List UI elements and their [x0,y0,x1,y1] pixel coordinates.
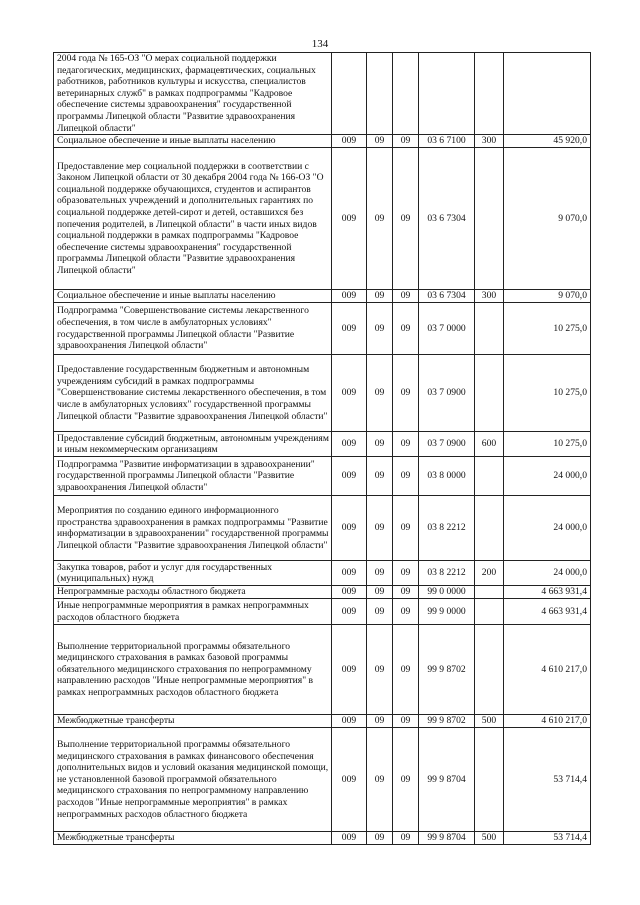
row-ministry-code [332,53,367,135]
row-ministry-code: 009 [332,355,367,432]
row-description: Выполнение территориальной программы обязательного медицинского страхования в рамках финансового обеспечения дополнительных видов и условий оказания медицинской помощи, не установленной базовой программой обязательного медицинского страхования по непрограммному направлению расходов "Иные непрограммные мероприятия" в рамках непрограммных расходов областного бюджета [54,728,332,832]
budget-table-body [54,53,591,845]
row-ministry-code: 009 [332,728,367,832]
row-target-article: 03 6 7304 [419,290,475,303]
row-target-article: 99 9 8704 [419,832,475,845]
row-target-article: 03 6 7304 [419,148,475,290]
row-ministry-code: 009 [332,303,367,355]
row-amount [504,53,591,135]
row-amount: 9 070,0 [504,148,591,290]
table-row [54,561,591,586]
row-subsection-code: 09 [393,715,419,728]
row-amount: 4 610 217,0 [504,625,591,715]
row-target-article: 99 9 8702 [419,625,475,715]
row-target-article: 03 8 2212 [419,496,475,561]
row-amount: 45 920,0 [504,135,591,148]
row-amount: 24 000,0 [504,457,591,496]
table-row [54,355,591,432]
row-expense-type: 500 [475,715,504,728]
row-subsection-code: 09 [393,457,419,496]
row-expense-type [475,355,504,432]
row-section-code: 09 [367,355,393,432]
row-subsection-code: 09 [393,135,419,148]
row-expense-type [475,53,504,135]
row-ministry-code: 009 [332,496,367,561]
row-description: Предоставление субсидий бюджетным, автономным учреждениям и иным некоммерческим организациям [54,432,332,457]
row-amount: 4 663 931,4 [504,599,591,625]
row-target-article: 03 8 0000 [419,457,475,496]
page-number: 134 [311,38,329,50]
row-amount: 24 000,0 [504,496,591,561]
table-row [54,625,591,715]
table-row [54,290,591,303]
row-target-article: 03 8 2212 [419,561,475,586]
table-row [54,457,591,496]
row-section-code: 09 [367,715,393,728]
table-row [54,303,591,355]
row-expense-type [475,625,504,715]
row-amount: 53 714,4 [504,832,591,845]
row-section-code: 09 [367,586,393,599]
row-subsection-code: 09 [393,432,419,457]
row-amount: 10 275,0 [504,303,591,355]
budget-table [53,52,591,845]
row-subsection-code: 09 [393,290,419,303]
row-ministry-code: 009 [332,561,367,586]
row-description: Подпрограмма "Совершенствование системы лекарственного обеспечения, в том числе в амбулаторных условиях" государственной программы Липецкой области "Развитие здравоохранения Липецкой области" [54,303,332,355]
row-description: 2004 года № 165-ОЗ "О мерах социальной поддержки педагогических, медицинских, фармацевтических, социальных работников, работников культуры и искусства, специалистов ветеринарных служб" в рамках подпрограммы "Кадровое обеспечение системы здравоохранения" государственной программы Липецкой области "Развитие здравоохранения Липецкой области" [54,53,332,135]
row-description: Закупка товаров, работ и услуг для государственных (муниципальных) нужд [54,561,332,586]
row-description: Иные непрограммные мероприятия в рамках непрограммных расходов областного бюджета [54,599,332,625]
row-expense-type: 200 [475,561,504,586]
row-amount: 10 275,0 [504,432,591,457]
row-subsection-code: 09 [393,148,419,290]
table-row [54,135,591,148]
row-expense-type [475,303,504,355]
row-target-article: 03 7 0900 [419,355,475,432]
row-section-code: 09 [367,290,393,303]
table-row [54,599,591,625]
row-expense-type [475,457,504,496]
row-section-code: 09 [367,303,393,355]
row-target-article: 99 9 8702 [419,715,475,728]
table-row [54,715,591,728]
row-ministry-code: 009 [332,625,367,715]
row-target-article: 99 9 0000 [419,599,475,625]
row-description: Предоставление государственным бюджетным и автономным учреждениям субсидий в рамках подпрограммы "Совершенствование системы лекарственного обеспечения, в том числе в амбулаторных условиях" государственной программы Липецкой области "Развитие здравоохранения Липецкой области" [54,355,332,432]
row-subsection-code [393,53,419,135]
row-ministry-code: 009 [332,832,367,845]
row-section-code: 09 [367,496,393,561]
row-ministry-code: 009 [332,586,367,599]
row-description: Межбюджетные трансферты [54,832,332,845]
row-description: Социальное обеспечение и иные выплаты населению [54,135,332,148]
table-row [54,148,591,290]
row-expense-type [475,496,504,561]
row-amount: 53 714,4 [504,728,591,832]
row-section-code: 09 [367,432,393,457]
row-section-code: 09 [367,728,393,832]
row-subsection-code: 09 [393,355,419,432]
row-ministry-code: 009 [332,599,367,625]
row-ministry-code: 009 [332,457,367,496]
row-subsection-code: 09 [393,561,419,586]
row-target-article: 03 6 7100 [419,135,475,148]
row-section-code: 09 [367,561,393,586]
row-subsection-code: 09 [393,832,419,845]
row-expense-type: 300 [475,290,504,303]
row-amount: 10 275,0 [504,355,591,432]
row-description: Подпрограмма "Развитие информатизации в здравоохранении" государственной программы Липецкой области "Развитие здравоохранения Липецкой области" [54,457,332,496]
row-section-code: 09 [367,625,393,715]
row-ministry-code: 009 [332,135,367,148]
row-section-code: 09 [367,135,393,148]
row-subsection-code: 09 [393,303,419,355]
row-target-article: 03 7 0000 [419,303,475,355]
row-expense-type: 600 [475,432,504,457]
row-description: Межбюджетные трансферты [54,715,332,728]
row-ministry-code: 009 [332,148,367,290]
row-expense-type [475,148,504,290]
row-description: Непрограммные расходы областного бюджета [54,586,332,599]
row-description: Выполнение территориальной программы обязательного медицинского страхования в рамках базовой программы обязательного медицинского страхования по непрограммному направлению расходов "Иные непрограммные мероприятия" в рамках непрограммных расходов областного бюджета [54,625,332,715]
row-subsection-code: 09 [393,599,419,625]
row-amount: 24 000,0 [504,561,591,586]
row-expense-type [475,599,504,625]
row-target-article: 99 0 0000 [419,586,475,599]
table-row [54,728,591,832]
row-expense-type [475,728,504,832]
row-description: Социальное обеспечение и иные выплаты населению [54,290,332,303]
row-description: Мероприятия по созданию единого информационного пространства здравоохранения в рамках подпрограммы "Развитие информатизации в здравоохранении" государственной программы Липецкой области "Развитие здравоохранения Липецкой области" [54,496,332,561]
row-target-article: 03 7 0900 [419,432,475,457]
row-description: Предоставление мер социальной поддержки в соответствии с Законом Липецкой области от 30 декабря 2004 года № 166-ОЗ "О социальной поддержке обучающихся, студентов и аспирантов образовательных учреждений и дополнительных гарантиях по социальной поддержке детей-сирот и детей, оставшихся без попечения родителей, в Липецкой области" в части иных видов социальной поддержки в рамках подпрограммы "Кадровое обеспечение системы здравоохранения" государственной программы Липецкой области "Развитие здравоохранения Липецкой области" [54,148,332,290]
table-row [54,832,591,845]
row-subsection-code: 09 [393,496,419,561]
row-section-code: 09 [367,599,393,625]
row-amount: 4 610 217,0 [504,715,591,728]
row-amount: 9 070,0 [504,290,591,303]
row-subsection-code: 09 [393,625,419,715]
row-subsection-code: 09 [393,586,419,599]
row-section-code [367,53,393,135]
row-expense-type [475,586,504,599]
row-amount: 4 663 931,4 [504,586,591,599]
row-ministry-code: 009 [332,290,367,303]
row-target-article [419,53,475,135]
row-section-code: 09 [367,457,393,496]
row-expense-type: 500 [475,832,504,845]
table-row [54,53,591,135]
row-section-code: 09 [367,832,393,845]
row-subsection-code: 09 [393,728,419,832]
row-section-code: 09 [367,148,393,290]
table-row [54,586,591,599]
table-row [54,496,591,561]
row-target-article: 99 9 8704 [419,728,475,832]
row-ministry-code: 009 [332,715,367,728]
row-ministry-code: 009 [332,432,367,457]
table-row [54,432,591,457]
row-expense-type: 300 [475,135,504,148]
